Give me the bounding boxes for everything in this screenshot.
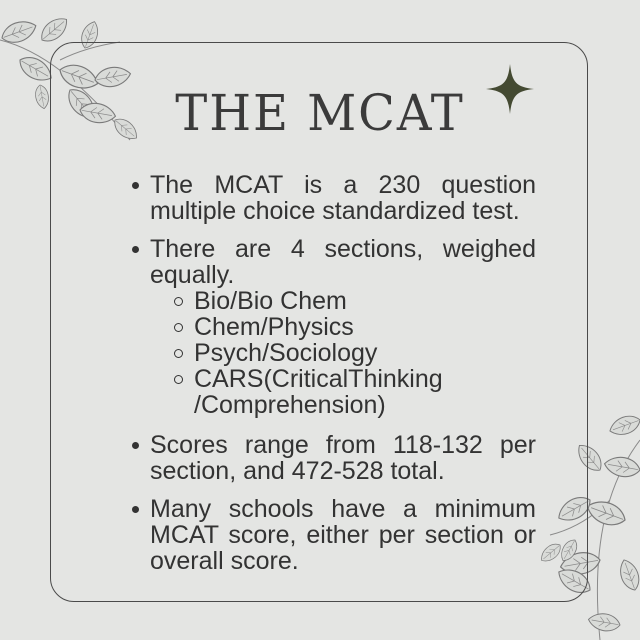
bullet-list	[130, 172, 536, 574]
sub-list-item: CARS(CriticalThinking /Comprehension)	[174, 366, 424, 418]
bullet-text: Many schools have a minimum MCAT score, either per section or overall score.	[150, 495, 536, 575]
list-item	[130, 432, 536, 484]
list-item	[130, 236, 536, 288]
list-item	[130, 496, 536, 574]
bullet-text: There are 4 sections, weighed equally.	[150, 235, 536, 289]
sub-list	[130, 288, 536, 418]
page-title: THE MCAT	[175, 84, 465, 142]
sub-list-item: Psych/Sociology	[174, 340, 536, 366]
sub-list-item: Chem/Physics	[174, 314, 536, 340]
list-item	[130, 172, 536, 224]
bullet-text: Scores range from 118-132 per section, and 472-528 total.	[150, 431, 536, 485]
bullet-text: The MCAT is a 230 question multiple choice standardized test.	[150, 171, 536, 225]
sub-list-item: Bio/Bio Chem	[174, 288, 536, 314]
